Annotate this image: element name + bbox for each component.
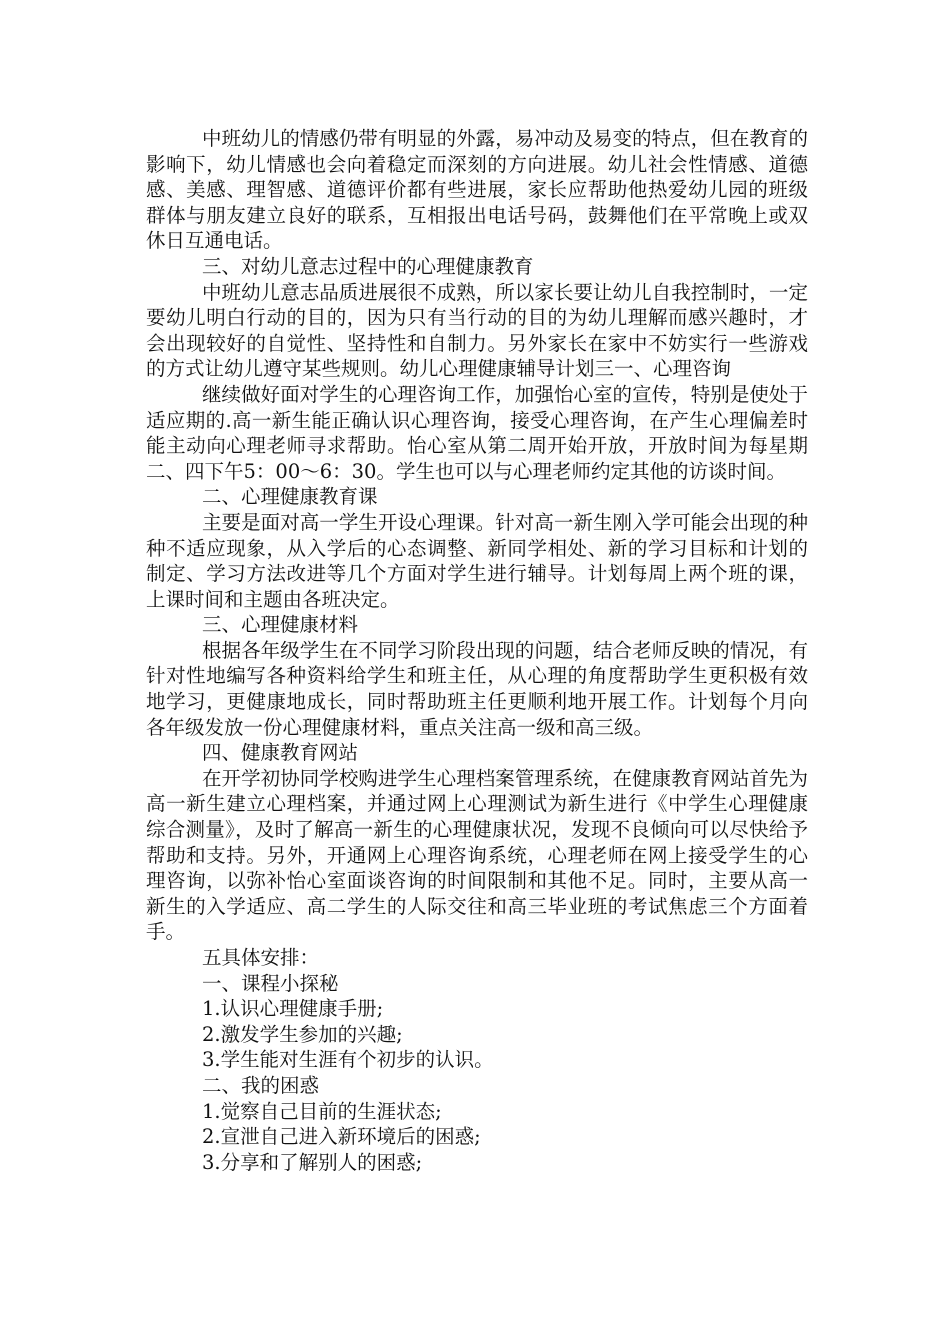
- heading-health-website: 四、健康教育网站: [202, 741, 359, 765]
- heading-my-confusion: 二、我的困惑: [202, 1073, 320, 1097]
- list-item: 3.分享和了解别人的困惑;: [202, 1150, 423, 1174]
- heading-will-education: 三、对幼儿意志过程中的心理健康教育: [202, 254, 534, 278]
- document-page: [146, 126, 808, 1175]
- list-item: 2.激发学生参加的兴趣;: [202, 1022, 403, 1046]
- heading-health-course: 二、心理健康教育课: [202, 485, 378, 509]
- heading-course-explore: 一、课程小探秘: [202, 971, 339, 995]
- list-item: 3.学生能对生涯有个初步的认识。: [202, 1048, 494, 1072]
- paragraph-will: 中班幼儿意志品质进展很不成熟，所以家长要让幼儿自我控制时，一定要幼儿明白行动的目的，因为只有当行动的目的为幼儿理解而感兴趣时，才会出现较好的自觉性、坚持性和自制力。另外家长在家中不妨实行一些游戏的方式让幼儿遵守某些规则。幼儿心理健康辅导计划三一、心理咨询: [146, 280, 808, 381]
- list-item: 1.认识心理健康手册;: [202, 997, 384, 1021]
- paragraph-health-website: 在开学初协同学校购进学生心理档案管理系统，在健康教育网站首先为高一新生建立心理档案，并通过网上心理测试为新生进行《中学生心理健康综合测量》，及时了解高一新生的心理健康状况，发现不良倾向可以尽快给予帮助和支持。另外，开通网上心理咨询系统，心理老师在网上接受学生的心理咨询，以弥补怡心室面谈咨询的时间限制和其他不足。同时，主要从高一新生的入学适应、高二学生的人际交往和高三毕业班的考试焦虑三个方面着手。: [146, 766, 808, 944]
- paragraph-health-course: 主要是面对高一学生开设心理课。针对高一新生刚入学可能会出现的种种不适应现象，从入学后的心态调整、新同学相处、新的学习目标和计划的制定、学习方法改进等几个方面对学生进行辅导。计划每周上两个班的课，上课时间和主题由各班决定。: [146, 510, 808, 611]
- paragraph-health-materials: 根据各年级学生在不同学习阶段出现的问题，结合老师反映的情况，有针对性地编写各种资料给学生和班主任，从心理的角度帮助学生更积极有效地学习，更健康地成长，同时帮助班主任更顺利地开展工作。计划每个月向各年级发放一份心理健康材料，重点关注高一级和高三级。: [146, 638, 808, 739]
- heading-arrangement: 五具体安排：: [202, 946, 320, 969]
- heading-health-materials: 三、心理健康材料: [202, 613, 359, 637]
- paragraph-emotion: 中班幼儿的情感仍带有明显的外露，易冲动及易变的特点，但在教育的影响下，幼儿情感也会向着稳定而深刻的方向进展。幼儿社会性情感、道德感、美感、理智感、道德评价都有些进展，家长应帮助他热爱幼儿园的班级群体与朋友建立良好的联系，互相报出电话号码，鼓舞他们在平常晚上或双休日互通电话。: [146, 127, 808, 253]
- list-item: 2.宣泄自己进入新环境后的困惑;: [202, 1125, 481, 1149]
- paragraph-counseling: 继续做好面对学生的心理咨询工作，加强怡心室的宣传，特别是使处于适应期的.高一新生能正确认识心理咨询，接受心理咨询，在产生心理偏差时能主动向心理老师寻求帮助。怡心室从第二周开始开放，开放时间为每星期二、四下午5：00～6：30。学生也可以与心理老师约定其他的访谈时间。: [146, 382, 808, 483]
- list-item: 1.觉察自己目前的生涯状态;: [202, 1099, 442, 1123]
